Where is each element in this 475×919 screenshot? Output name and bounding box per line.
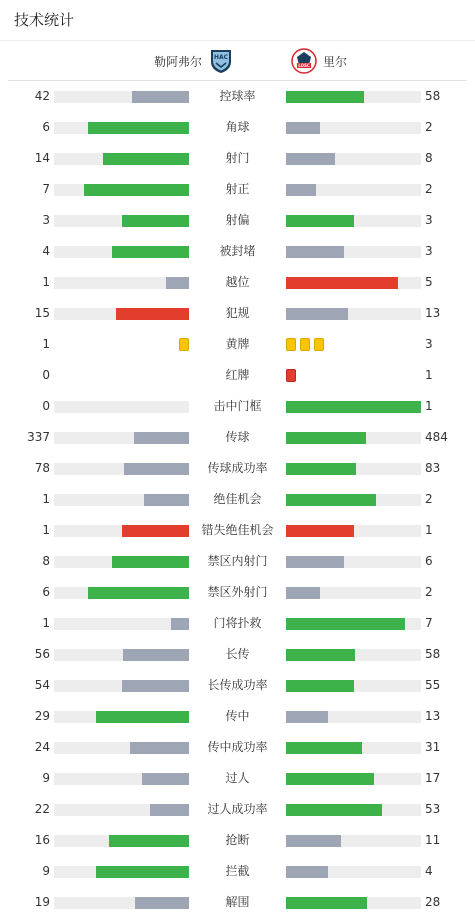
home-bar bbox=[54, 525, 189, 537]
home-value: 0 bbox=[42, 399, 50, 413]
home-value: 19 bbox=[34, 895, 50, 909]
stat-row bbox=[0, 887, 475, 918]
home-bar bbox=[54, 246, 189, 258]
home-bar-fill bbox=[134, 432, 189, 444]
home-value: 56 bbox=[34, 647, 50, 661]
home-bar-fill bbox=[116, 308, 189, 320]
home-value: 24 bbox=[34, 740, 50, 754]
away-bar-fill bbox=[286, 773, 374, 785]
away-bar bbox=[286, 401, 421, 413]
stats-table bbox=[0, 81, 475, 918]
away-logo-text: LOSC bbox=[298, 63, 310, 69]
home-team-logo-icon bbox=[208, 48, 234, 74]
home-value: 8 bbox=[42, 554, 50, 568]
stat-row bbox=[0, 174, 475, 205]
yellow-card-icon bbox=[300, 338, 310, 351]
stat-label: 射偏 bbox=[225, 213, 250, 227]
home-value: 4 bbox=[42, 244, 50, 258]
home-cards bbox=[179, 338, 189, 351]
home-value: 6 bbox=[42, 120, 50, 134]
home-bar-fill bbox=[109, 835, 189, 847]
home-value: 1 bbox=[42, 337, 50, 351]
away-value: 484 bbox=[425, 430, 448, 444]
stat-row bbox=[0, 794, 475, 825]
home-value: 1 bbox=[42, 523, 50, 537]
away-bar bbox=[286, 215, 421, 227]
away-bar-fill bbox=[286, 742, 362, 754]
stat-label: 门将扑救 bbox=[213, 616, 262, 630]
home-value: 22 bbox=[34, 802, 50, 816]
stat-row bbox=[0, 515, 475, 546]
stat-row bbox=[0, 360, 475, 391]
stat-label: 击中门框 bbox=[213, 399, 262, 413]
home-bar-fill bbox=[122, 525, 190, 537]
home-value: 1 bbox=[42, 492, 50, 506]
home-bar-fill bbox=[122, 680, 190, 692]
home-bar bbox=[54, 494, 189, 506]
stat-row bbox=[0, 391, 475, 422]
stat-label: 红牌 bbox=[225, 368, 250, 382]
home-value: 42 bbox=[34, 89, 50, 103]
home-bar bbox=[54, 153, 189, 165]
stat-row bbox=[0, 298, 475, 329]
away-value: 2 bbox=[425, 492, 433, 506]
away-value: 6 bbox=[425, 554, 433, 568]
home-value: 54 bbox=[34, 678, 50, 692]
stat-row bbox=[0, 546, 475, 577]
home-value: 16 bbox=[34, 833, 50, 847]
stat-label: 传中 bbox=[225, 709, 250, 723]
away-value: 3 bbox=[425, 244, 433, 258]
home-value: 9 bbox=[42, 864, 50, 878]
away-bar bbox=[286, 91, 421, 103]
away-bar bbox=[286, 122, 421, 134]
away-bar-fill bbox=[286, 432, 366, 444]
away-bar-fill bbox=[286, 494, 376, 506]
away-value: 28 bbox=[425, 895, 441, 909]
stat-label: 过人成功率 bbox=[207, 802, 268, 816]
home-bar bbox=[54, 463, 189, 475]
away-team-logo-icon bbox=[291, 48, 317, 74]
away-bar-fill bbox=[286, 401, 421, 413]
away-bar bbox=[286, 742, 421, 754]
home-value: 0 bbox=[42, 368, 50, 382]
stat-row bbox=[0, 639, 475, 670]
stat-label: 黄牌 bbox=[225, 337, 250, 351]
home-bar bbox=[54, 432, 189, 444]
stat-row bbox=[0, 825, 475, 856]
stat-row bbox=[0, 236, 475, 267]
home-bar-fill bbox=[135, 897, 189, 909]
away-bar bbox=[286, 153, 421, 165]
stat-label: 绝佳机会 bbox=[213, 492, 262, 506]
team-header bbox=[8, 41, 467, 81]
home-bar-fill bbox=[84, 184, 189, 196]
stat-row bbox=[0, 701, 475, 732]
stat-label: 过人 bbox=[225, 771, 250, 785]
stat-label: 长传成功率 bbox=[207, 678, 268, 692]
home-value: 7 bbox=[42, 182, 50, 196]
home-value: 337 bbox=[27, 430, 50, 444]
home-bar-fill bbox=[103, 153, 189, 165]
home-bar-fill bbox=[171, 618, 189, 630]
stat-row bbox=[0, 267, 475, 298]
home-bar-fill bbox=[88, 587, 189, 599]
home-bar bbox=[54, 773, 189, 785]
yellow-card-icon bbox=[286, 338, 296, 351]
home-bar-fill bbox=[112, 246, 189, 258]
away-value: 53 bbox=[425, 802, 441, 816]
home-bar bbox=[54, 649, 189, 661]
stat-label: 控球率 bbox=[219, 89, 256, 103]
away-bar-fill bbox=[286, 153, 335, 165]
stat-row bbox=[0, 205, 475, 236]
home-bar-fill bbox=[132, 91, 189, 103]
stat-label: 抢断 bbox=[225, 833, 250, 847]
away-bar-fill bbox=[286, 215, 354, 227]
away-bar-fill bbox=[286, 587, 320, 599]
home-bar-fill bbox=[142, 773, 189, 785]
home-team-name: 勒阿弗尔 bbox=[153, 54, 202, 69]
home-bar bbox=[54, 587, 189, 599]
away-value: 3 bbox=[425, 337, 433, 351]
away-bar bbox=[286, 184, 421, 196]
page-title: 技术统计 bbox=[14, 11, 75, 29]
away-bar bbox=[286, 897, 421, 909]
away-bar-fill bbox=[286, 463, 356, 475]
home-value: 1 bbox=[42, 616, 50, 630]
home-value: 9 bbox=[42, 771, 50, 785]
away-bar-fill bbox=[286, 866, 328, 878]
home-bar bbox=[54, 91, 189, 103]
away-bar-fill bbox=[286, 184, 316, 196]
away-bar bbox=[286, 494, 421, 506]
home-value: 6 bbox=[42, 585, 50, 599]
away-bar-fill bbox=[286, 277, 398, 289]
home-bar-fill bbox=[123, 649, 189, 661]
home-bar bbox=[54, 804, 189, 816]
away-bar-fill bbox=[286, 556, 344, 568]
away-bar-fill bbox=[286, 122, 320, 134]
stat-label: 长传 bbox=[225, 647, 250, 661]
yellow-card-icon bbox=[314, 338, 324, 351]
away-bar-fill bbox=[286, 91, 364, 103]
away-bar bbox=[286, 804, 421, 816]
away-value: 4 bbox=[425, 864, 433, 878]
away-value: 7 bbox=[425, 616, 433, 630]
home-logo-text: HAC bbox=[213, 54, 229, 61]
away-bar bbox=[286, 432, 421, 444]
yellow-card-icon bbox=[179, 338, 189, 351]
stat-row bbox=[0, 112, 475, 143]
away-value: 1 bbox=[425, 523, 433, 537]
away-value: 31 bbox=[425, 740, 441, 754]
stat-row bbox=[0, 453, 475, 484]
home-bar bbox=[54, 618, 189, 630]
home-bar bbox=[54, 742, 189, 754]
away-value: 58 bbox=[425, 647, 441, 661]
home-bar bbox=[54, 680, 189, 692]
stat-label: 越位 bbox=[225, 275, 250, 289]
away-value: 3 bbox=[425, 213, 433, 227]
home-bar bbox=[54, 215, 189, 227]
home-value: 29 bbox=[34, 709, 50, 723]
away-team-name: 里尔 bbox=[323, 54, 348, 69]
away-value: 58 bbox=[425, 89, 441, 103]
away-value: 8 bbox=[425, 151, 433, 165]
away-bar bbox=[286, 618, 421, 630]
away-bar-fill bbox=[286, 525, 354, 537]
home-bar-fill bbox=[96, 866, 189, 878]
stat-label: 被封堵 bbox=[219, 244, 256, 258]
stat-row bbox=[0, 422, 475, 453]
away-bar-fill bbox=[286, 711, 328, 723]
home-team[interactable] bbox=[154, 48, 234, 74]
stat-label: 禁区外射门 bbox=[207, 585, 268, 599]
stat-label: 错失绝佳机会 bbox=[201, 523, 274, 537]
away-value: 2 bbox=[425, 120, 433, 134]
away-value: 13 bbox=[425, 306, 441, 320]
stat-label: 传球成功率 bbox=[207, 461, 268, 475]
home-value: 78 bbox=[34, 461, 50, 475]
stat-label: 射正 bbox=[225, 182, 250, 196]
home-bar-fill bbox=[130, 742, 189, 754]
away-value: 83 bbox=[425, 461, 441, 475]
away-bar bbox=[286, 649, 421, 661]
away-bar-fill bbox=[286, 897, 367, 909]
away-value: 2 bbox=[425, 585, 433, 599]
home-value: 14 bbox=[34, 151, 50, 165]
away-bar bbox=[286, 277, 421, 289]
away-value: 13 bbox=[425, 709, 441, 723]
stat-label: 传中成功率 bbox=[207, 740, 268, 754]
home-bar-fill bbox=[144, 494, 189, 506]
away-bar bbox=[286, 835, 421, 847]
away-bar-fill bbox=[286, 649, 355, 661]
home-bar-fill bbox=[150, 804, 189, 816]
home-bar bbox=[54, 308, 189, 320]
home-bar-fill bbox=[124, 463, 189, 475]
away-bar bbox=[286, 866, 421, 878]
away-bar bbox=[286, 556, 421, 568]
away-cards bbox=[286, 369, 296, 382]
away-bar bbox=[286, 246, 421, 258]
red-card-icon bbox=[286, 369, 296, 382]
home-bar-fill bbox=[122, 215, 190, 227]
stat-row bbox=[0, 763, 475, 794]
home-value: 1 bbox=[42, 275, 50, 289]
away-bar bbox=[286, 773, 421, 785]
home-value: 15 bbox=[34, 306, 50, 320]
away-value: 55 bbox=[425, 678, 441, 692]
home-bar-fill bbox=[88, 122, 189, 134]
away-bar-fill bbox=[286, 835, 341, 847]
away-value: 5 bbox=[425, 275, 433, 289]
home-value: 3 bbox=[42, 213, 50, 227]
stat-row bbox=[0, 81, 475, 112]
away-value: 1 bbox=[425, 368, 433, 382]
home-bar bbox=[54, 184, 189, 196]
stat-row bbox=[0, 732, 475, 763]
stat-label: 拦截 bbox=[225, 864, 250, 878]
away-value: 11 bbox=[425, 833, 441, 847]
home-bar bbox=[54, 835, 189, 847]
away-bar bbox=[286, 587, 421, 599]
away-cards bbox=[286, 338, 324, 351]
stat-row bbox=[0, 856, 475, 887]
away-value: 1 bbox=[425, 399, 433, 413]
home-bar-fill bbox=[96, 711, 189, 723]
stat-row bbox=[0, 484, 475, 515]
home-bar bbox=[54, 897, 189, 909]
away-bar bbox=[286, 711, 421, 723]
away-bar-fill bbox=[286, 246, 344, 258]
home-bar bbox=[54, 122, 189, 134]
away-bar bbox=[286, 525, 421, 537]
stat-label: 角球 bbox=[225, 120, 250, 134]
away-bar bbox=[286, 308, 421, 320]
home-bar bbox=[54, 866, 189, 878]
away-bar bbox=[286, 680, 421, 692]
stat-label: 禁区内射门 bbox=[207, 554, 268, 568]
away-value: 17 bbox=[425, 771, 441, 785]
home-bar bbox=[54, 277, 189, 289]
away-team[interactable] bbox=[291, 48, 347, 74]
away-bar-fill bbox=[286, 804, 382, 816]
stat-label: 解围 bbox=[225, 895, 250, 909]
stat-row bbox=[0, 608, 475, 639]
home-bar-fill bbox=[166, 277, 189, 289]
home-bar bbox=[54, 711, 189, 723]
home-bar bbox=[54, 556, 189, 568]
away-bar bbox=[286, 463, 421, 475]
stat-label: 射门 bbox=[225, 151, 250, 165]
stat-label: 传球 bbox=[225, 430, 250, 444]
home-bar bbox=[54, 401, 189, 413]
away-value: 2 bbox=[425, 182, 433, 196]
away-bar-fill bbox=[286, 308, 348, 320]
stat-row bbox=[0, 670, 475, 701]
away-bar-fill bbox=[286, 680, 354, 692]
stat-row bbox=[0, 577, 475, 608]
stat-row bbox=[0, 329, 475, 360]
away-bar-fill bbox=[286, 618, 405, 630]
stat-row bbox=[0, 143, 475, 174]
home-bar-fill bbox=[112, 556, 189, 568]
stat-label: 犯规 bbox=[225, 306, 250, 320]
